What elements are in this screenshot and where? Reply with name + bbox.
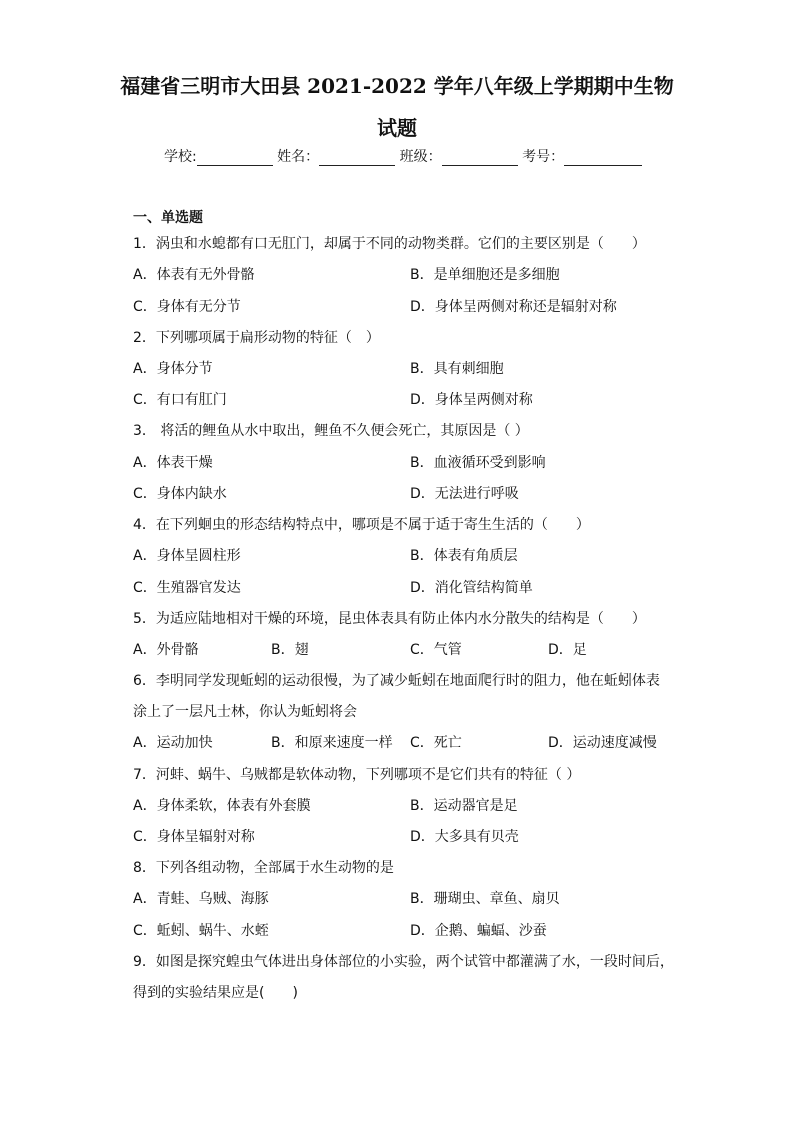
option-c[interactable]: C．有口有肛门: [133, 392, 227, 408]
name-label: 姓名：: [277, 149, 320, 165]
option-c[interactable]: C．身体呈辐射对称: [133, 829, 255, 845]
question-stem-continued: 涂上了一层凡士林，你认为蚯蚓将会: [133, 704, 357, 720]
school-blank[interactable]: [197, 151, 273, 166]
class-blank[interactable]: [442, 151, 518, 166]
option-b[interactable]: B．体表有角质层: [410, 548, 518, 564]
section-heading: 一、单选题: [133, 210, 203, 226]
exam-number-blank[interactable]: [564, 151, 642, 166]
exam-title-line2: 试题: [377, 116, 417, 140]
option-d[interactable]: D．消化管结构简单: [410, 580, 533, 596]
question-stem: 1．涡虫和水螅都有口无肛门，却属于不同的动物类群。它们的主要区别是（ ）: [133, 236, 646, 252]
student-info-row: [164, 146, 642, 166]
option-c[interactable]: C．身体有无分节: [133, 299, 241, 315]
option-c[interactable]: C．生殖器官发达: [133, 580, 241, 596]
option-d[interactable]: D．运动速度减慢: [548, 735, 657, 751]
option-d[interactable]: D．身体呈两侧对称还是辐射对称: [410, 299, 617, 315]
school-label: 学校:: [164, 149, 197, 165]
option-b[interactable]: B．是单细胞还是多细胞: [410, 267, 560, 283]
option-a[interactable]: A．青蛙、乌贼、海豚: [133, 891, 269, 907]
option-b[interactable]: B．运动器官是足: [410, 798, 518, 814]
question-stem: 4．在下列蛔虫的形态结构特点中，哪项是不属于适于寄生生活的（ ）: [133, 517, 590, 533]
option-a[interactable]: A．体表有无外骨骼: [133, 267, 255, 283]
option-b[interactable]: B．珊瑚虫、章鱼、扇贝: [410, 891, 560, 907]
option-a[interactable]: A．身体柔软，体表有外套膜: [133, 798, 311, 814]
exam-number-label: 考号：: [522, 149, 565, 165]
option-c[interactable]: C．气管: [410, 642, 462, 658]
option-a[interactable]: A．外骨骼: [133, 642, 199, 658]
option-c[interactable]: C．身体内缺水: [133, 486, 227, 502]
option-c[interactable]: C．蚯蚓、蜗牛、水蛭: [133, 923, 269, 939]
option-b[interactable]: B．翅: [271, 642, 309, 658]
question-stem: 8．下列各组动物，全部属于水生动物的是: [133, 860, 394, 876]
name-blank[interactable]: [319, 151, 395, 166]
question-stem: 2．下列哪项属于扁形动物的特征（ ）: [133, 330, 380, 346]
option-d[interactable]: D．足: [548, 642, 587, 658]
option-d[interactable]: D．身体呈两侧对称: [410, 392, 533, 408]
option-a[interactable]: A．运动加快: [133, 735, 213, 751]
question-stem: 6．李明同学发现蚯蚓的运动很慢，为了减少蚯蚓在地面爬行时的阻力，他在蚯蚓体表: [133, 673, 660, 689]
option-a[interactable]: A．身体呈圆柱形: [133, 548, 241, 564]
question-stem: 7．河蚌、蜗牛、乌贼都是软体动物，下列哪项不是它们共有的特征（ ）: [133, 767, 581, 783]
option-d[interactable]: D．大多具有贝壳: [410, 829, 519, 845]
option-a[interactable]: A．体表干燥: [133, 455, 213, 471]
question-stem: 9．如图是探究蝗虫气体进出身体部位的小实验，两个试管中都灌满了水，一段时间后，: [133, 954, 674, 970]
option-c[interactable]: C．死亡: [410, 735, 462, 751]
option-a[interactable]: A．身体分节: [133, 361, 213, 377]
option-b[interactable]: B．具有刺细胞: [410, 361, 504, 377]
option-d[interactable]: D．无法进行呼吸: [410, 486, 519, 502]
option-b[interactable]: B．血液循环受到影响: [410, 455, 546, 471]
class-label: 班级：: [399, 149, 442, 165]
question-stem: 5．为适应陆地相对干燥的环境，昆虫体表具有防止体内水分散失的结构是（ ）: [133, 611, 646, 627]
exam-title-line1: 福建省三明市大田县 2021-2022 学年八年级上学期期中生物: [120, 74, 674, 98]
option-d[interactable]: D．企鹅、蝙蝠、沙蚕: [410, 923, 547, 939]
option-b[interactable]: B．和原来速度一样: [271, 735, 393, 751]
question-stem-continued: 得到的实验结果应是( ): [133, 985, 298, 1001]
question-stem: 3． 将活的鲤鱼从水中取出，鲤鱼不久便会死亡，其原因是（ ）: [133, 423, 529, 439]
